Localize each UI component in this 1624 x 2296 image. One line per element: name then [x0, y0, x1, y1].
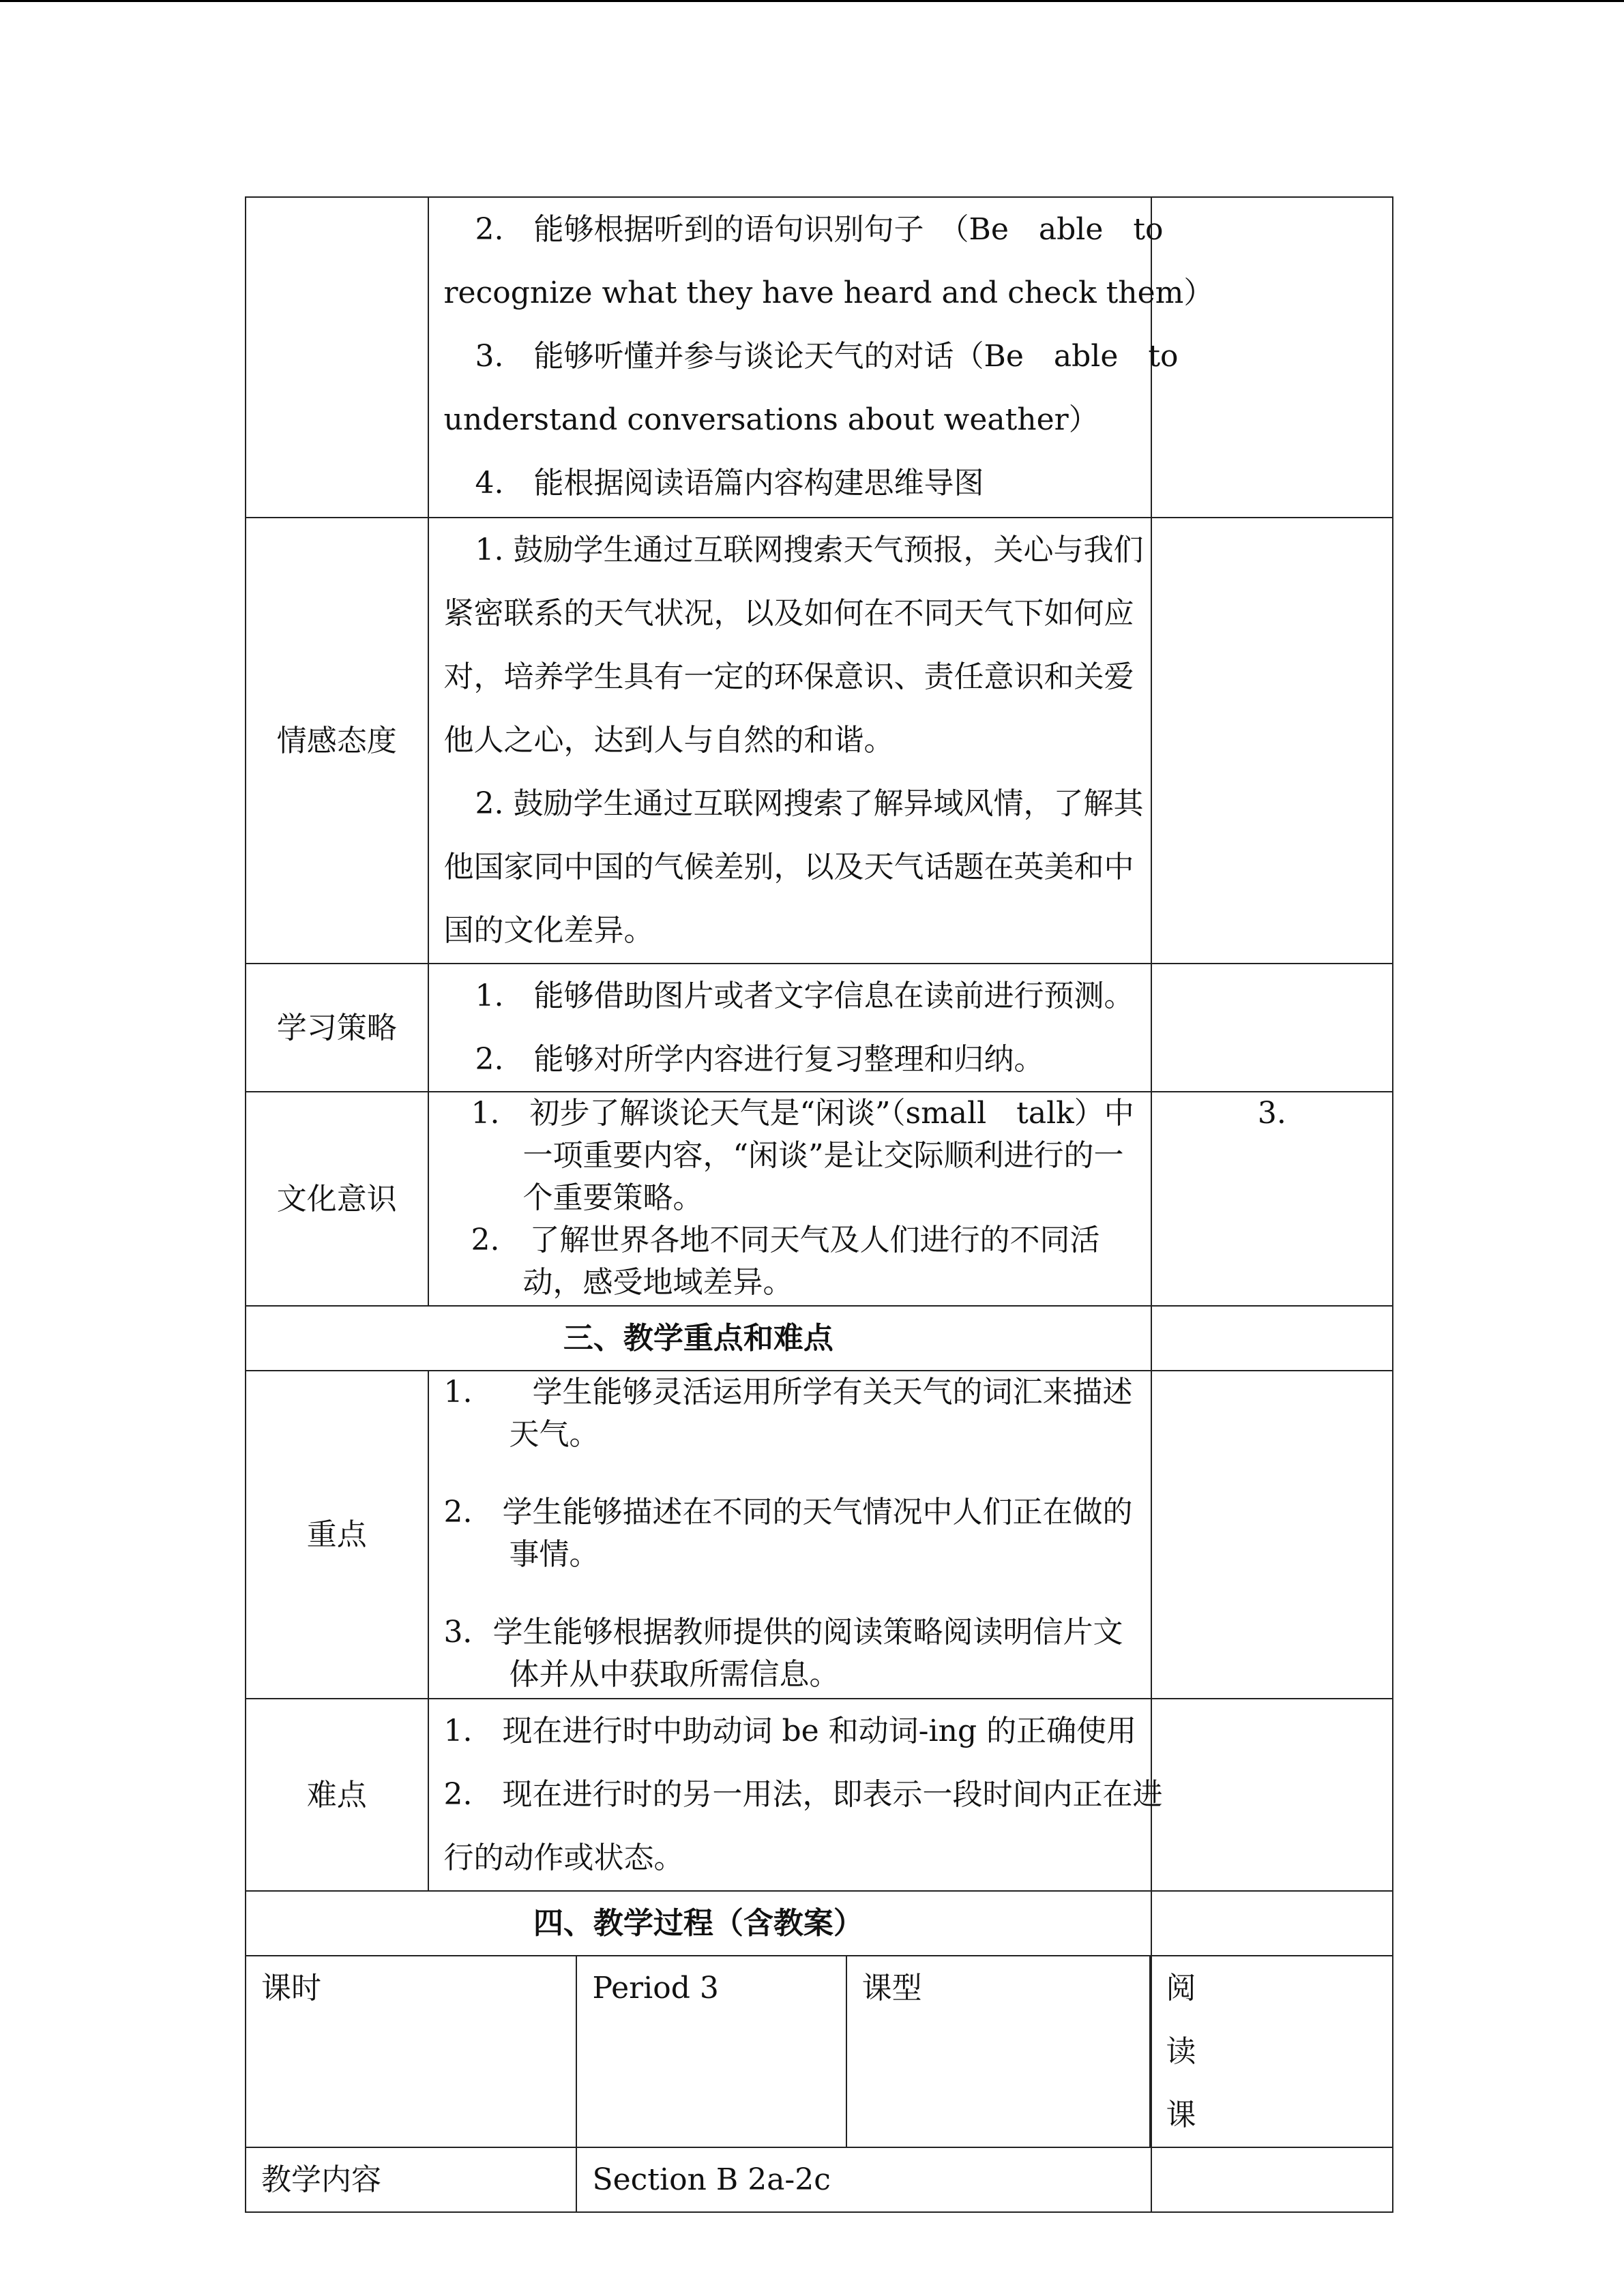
difficult-content-cell [428, 1699, 1163, 1891]
key-content-cell [428, 1371, 1151, 1699]
culture-item-2: 2. 了解世界各地不同天气及人们进行的不同活动，感受地域差异。 [471, 1223, 1100, 1300]
content-label: 教学内容 [246, 2147, 576, 2212]
key-item-1: 1. 学生能够灵活运用所学有关天气的词汇来描述天气。 [443, 1375, 1133, 1452]
culture-side-number: 3. [1151, 1092, 1393, 1306]
emotion-line-7: 国的文化差异。 [443, 913, 654, 948]
emotion-line-5: 2. 鼓励学生通过互联网搜索了解异域风情，了解其 [475, 786, 1144, 821]
period-value: Period 3 [576, 1956, 846, 2147]
type-value: 阅读课 [1150, 1956, 1151, 2147]
difficult-label: 难点 [246, 1699, 428, 1891]
difficult-line-3: 行的动作或状态。 [443, 1840, 684, 1875]
section4-side-cell [1151, 1891, 1393, 1956]
content-value: Section B 2a-2c [576, 2147, 1151, 2212]
objectives-content-cell [428, 197, 1214, 518]
key-item-2: 2. 学生能够描述在不同的天气情况中人们正在做的事情。 [443, 1495, 1133, 1572]
difficult-line-1: 1. 现在进行时中助动词 be 和动词-ing 的正确使用 [443, 1714, 1137, 1748]
culture-item-1: 1. 初步了解谈论天气是“闲谈”（small talk）中一项重要内容，“闲谈”是让交际顺利进行的一个重要策略。 [471, 1096, 1134, 1215]
content-row [246, 2147, 1393, 2212]
culture-row [246, 1092, 1393, 1306]
objective-2-zh: 2. 能够根据听到的语句识别句子 （Be able to [475, 212, 1164, 247]
emotion-row [246, 518, 1393, 964]
strategy-line-2: 2. 能够对所学内容进行复习整理和归纳。 [475, 1042, 1044, 1077]
objective-3-zh: 3. 能够听懂并参与谈论天气的对话（Be able to [475, 339, 1179, 374]
strategy-side-cell [1151, 964, 1393, 1092]
strategy-line-1: 1. 能够借助图片或者文字信息在读前进行预测。 [475, 979, 1134, 1013]
emotion-content-cell [428, 518, 1151, 964]
emotion-line-2: 紧密联系的天气状况，以及如何在不同天气下如何应 [443, 596, 1134, 631]
difficult-side-cell [1151, 1699, 1393, 1891]
section3-row [246, 1306, 1393, 1371]
culture-label: 文化意识 [246, 1092, 428, 1306]
key-item-3: 3．学生能够根据教师提供的阅读策略阅读明信片文体并从中获取所需信息。 [443, 1615, 1123, 1692]
period-row [246, 1956, 1393, 2147]
difficult-line-2: 2. 现在进行时的另一用法，即表示一段时间内正在进 [443, 1777, 1163, 1812]
lesson-plan-table [245, 196, 1393, 2213]
key-label: 重点 [246, 1371, 428, 1699]
top-border-line [0, 0, 1624, 2]
emotion-line-6: 他国家同中国的气候差别，以及天气话题在英美和中 [443, 850, 1134, 884]
objective-4: 4. 能根据阅读语篇内容构建思维导图 [475, 466, 984, 501]
strategy-row [246, 964, 1393, 1092]
emotion-label: 情感态度 [246, 518, 428, 964]
emotion-line-4: 他人之心，达到人与自然的和谐。 [443, 723, 894, 758]
emotion-line-1: 1. 鼓励学生通过互联网搜索天气预报，关心与我们 [475, 533, 1144, 567]
period-label: 课时 [246, 1956, 576, 2147]
culture-content-cell [428, 1092, 1151, 1306]
objectives-row [246, 197, 1393, 518]
difficult-row [246, 1699, 1393, 1891]
objective-3-en: understand conversations about weather） [443, 402, 1099, 437]
emotion-line-3: 对，培养学生具有一定的环保意识、责任意识和关爱 [443, 659, 1134, 694]
strategy-label: 学习策略 [246, 964, 428, 1092]
content-side-cell [1151, 2147, 1393, 2212]
type-label: 课型 [846, 1956, 1151, 2147]
objective-2-en: recognize what they have heard and check them） [443, 275, 1214, 310]
emotion-side-cell [1151, 518, 1393, 964]
objectives-label-cell [246, 197, 428, 518]
objectives-side-cell [1151, 197, 1393, 518]
section4-row [246, 1891, 1393, 1956]
key-row [246, 1371, 1393, 1699]
section3-side-cell [1151, 1306, 1393, 1371]
section4-title: 四、教学过程（含教案） [246, 1891, 1151, 1956]
section3-title: 三、教学重点和难点 [246, 1306, 1151, 1371]
key-side-cell [1151, 1371, 1393, 1699]
strategy-content-cell [428, 964, 1151, 1092]
